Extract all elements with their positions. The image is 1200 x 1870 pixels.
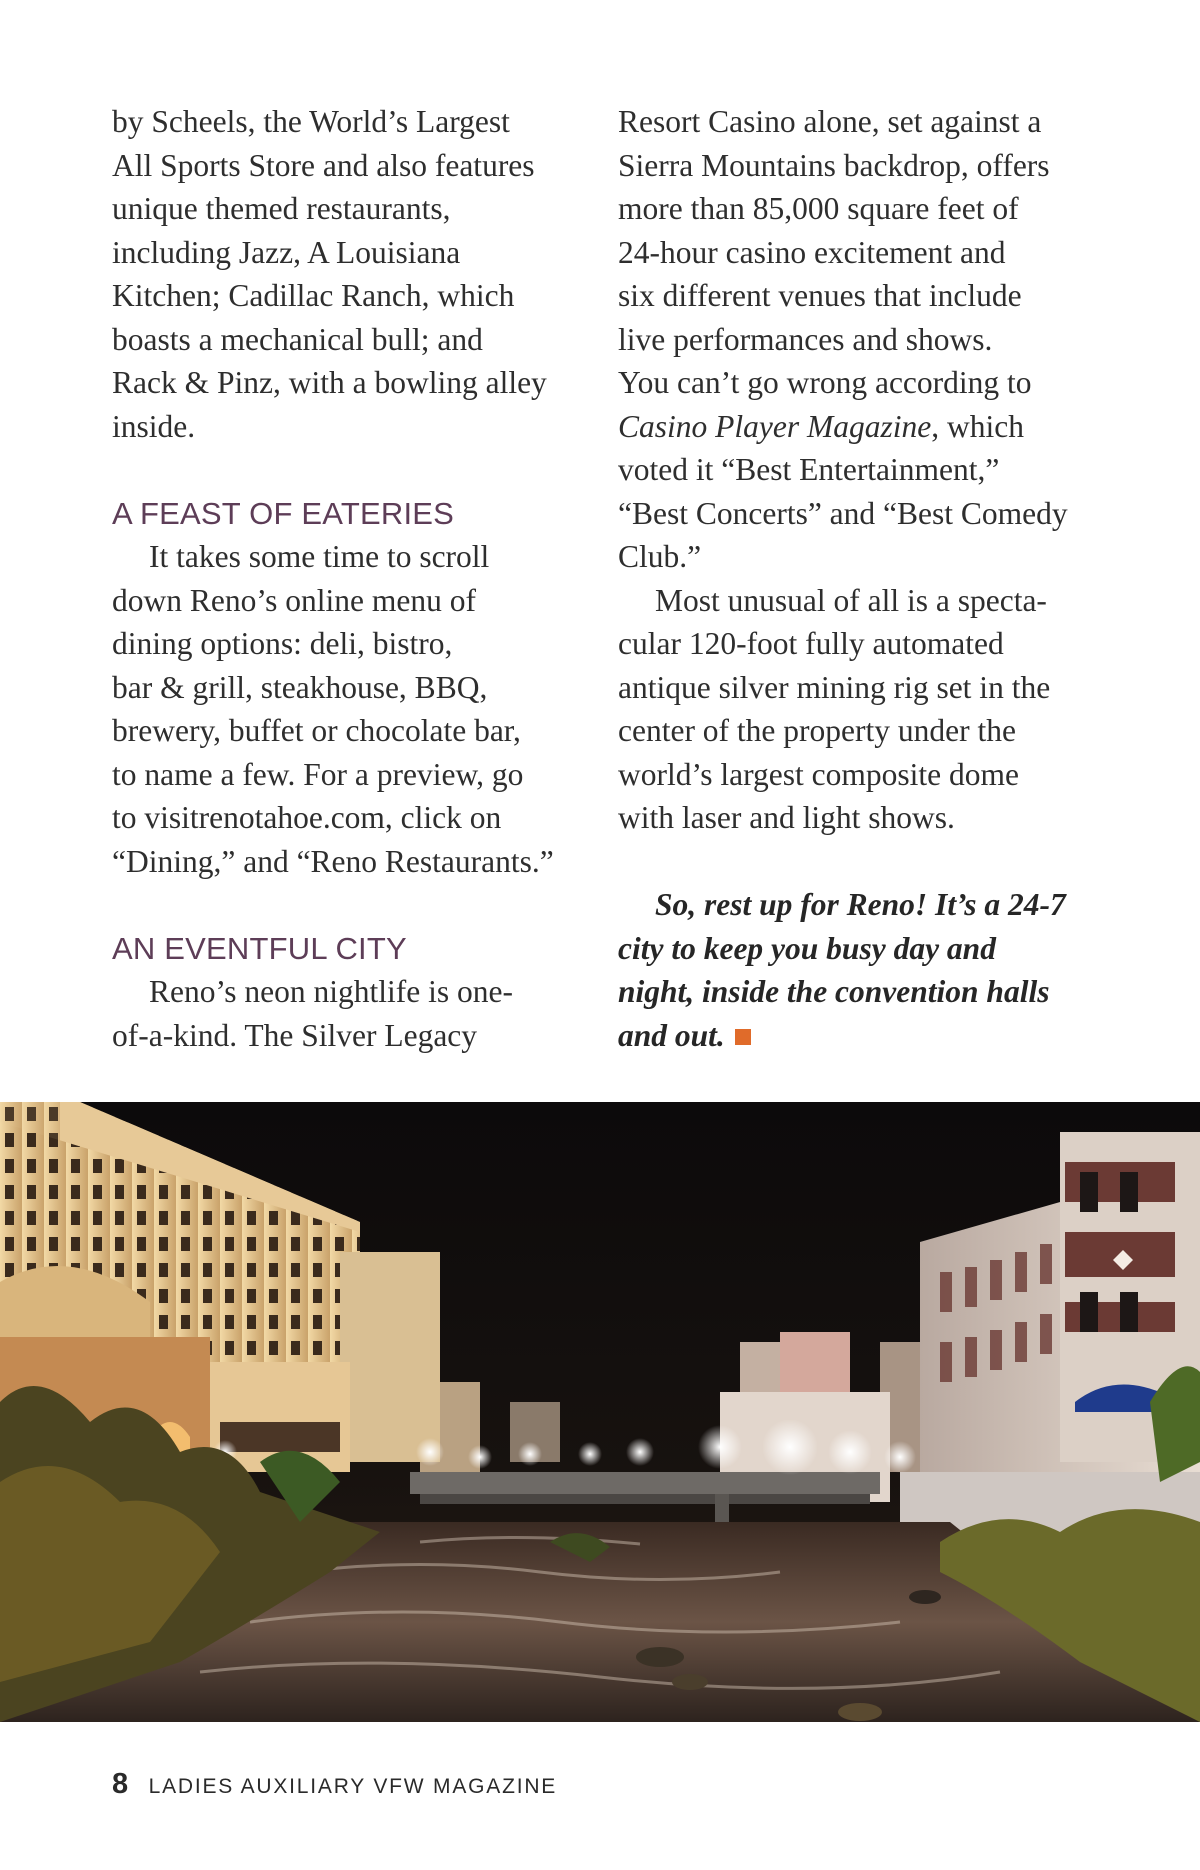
body-line: “Best Concerts” and “Best Comedy — [618, 495, 1068, 531]
body-line: unique themed restaurants, — [112, 191, 451, 226]
body-line: live performances and shows. — [618, 321, 993, 357]
body-line: including Jazz, A Louisiana — [112, 234, 461, 270]
paragraph-gap — [618, 840, 1098, 884]
body-line-magazine — [618, 405, 1098, 449]
body-line: Club.” — [618, 539, 702, 574]
body-line: 24-hour casino excitement and — [618, 234, 1006, 270]
magazine-title: LADIES AUXILIARY VFW MAGAZINE — [148, 1775, 558, 1798]
left-column — [112, 100, 582, 1057]
right-column — [618, 100, 1098, 1057]
body-line: of-a-kind. The Silver Legacy — [112, 1017, 478, 1053]
body-line: by Scheels, the World’s Largest — [112, 104, 510, 139]
body-line: Resort Casino alone, set against a — [618, 104, 1042, 139]
body-line: It takes some time to scroll — [149, 539, 490, 574]
closing-line: So, rest up for Reno! It’s a 24-7 — [655, 887, 1066, 922]
body-line: Most unusual of all is a specta- — [655, 582, 1047, 618]
body-line: more than 85,000 square feet of — [618, 191, 1019, 226]
body-line: to name a few. For a preview, go — [112, 756, 524, 792]
body-line: down Reno’s online menu of — [112, 582, 476, 618]
body-line: Rack & Pinz, with a bowling alley — [112, 365, 547, 400]
riverwalk-scene — [0, 1102, 1200, 1722]
end-mark-icon — [735, 1029, 751, 1045]
body-line: Reno’s neon nightlife is one- — [149, 974, 513, 1009]
page-number: 8 — [112, 1768, 129, 1800]
body-line: antique silver mining rig set in the — [618, 669, 1051, 705]
magazine-suffix: , which — [931, 408, 1024, 444]
body-line: six different venues that include — [618, 278, 1022, 313]
body-line: to visitrenotahoe.com, click on — [112, 800, 502, 835]
closing-line: night, inside the convention halls — [618, 974, 1050, 1009]
body-line: All Sports Store and also features — [112, 147, 535, 183]
body-line: bar & grill, steakhouse, BBQ, — [112, 669, 488, 705]
body-line: voted it “Best Entertainment,” — [618, 452, 1000, 487]
body-line: with laser and light shows. — [618, 800, 955, 835]
body-line: brewery, buffet or chocolate bar, — [112, 713, 521, 748]
closing-text: and out. — [618, 1017, 725, 1053]
paragraph-gap — [112, 883, 582, 927]
page-footer — [112, 1768, 557, 1801]
body-line: You can’t go wrong according to — [618, 365, 1032, 400]
closing-line: city to keep you busy day and — [618, 930, 996, 966]
body-line: inside. — [112, 408, 196, 444]
body-line: Kitchen; Cadillac Ranch, which — [112, 278, 515, 313]
section-heading-eventful-city: AN EVENTFUL CITY — [112, 930, 407, 966]
body-line: boasts a mechanical bull; and — [112, 321, 483, 357]
body-line: world’s largest composite dome — [618, 756, 1019, 792]
paragraph-gap — [112, 448, 582, 492]
body-line: cular 120-foot fully automated — [618, 626, 1004, 661]
section-heading-eateries: A FEAST OF EATERIES — [112, 495, 455, 531]
riverwalk-night-photo — [0, 1102, 1200, 1722]
body-line: center of the property under the — [618, 713, 1016, 748]
body-line: Sierra Mountains backdrop, offers — [618, 147, 1050, 183]
closing-line-last — [618, 1014, 1098, 1058]
body-line: “Dining,” and “Reno Restaurants.” — [112, 843, 554, 879]
body-line: dining options: deli, bistro, — [112, 626, 453, 661]
magazine-name: Casino Player Magazine — [618, 408, 932, 444]
